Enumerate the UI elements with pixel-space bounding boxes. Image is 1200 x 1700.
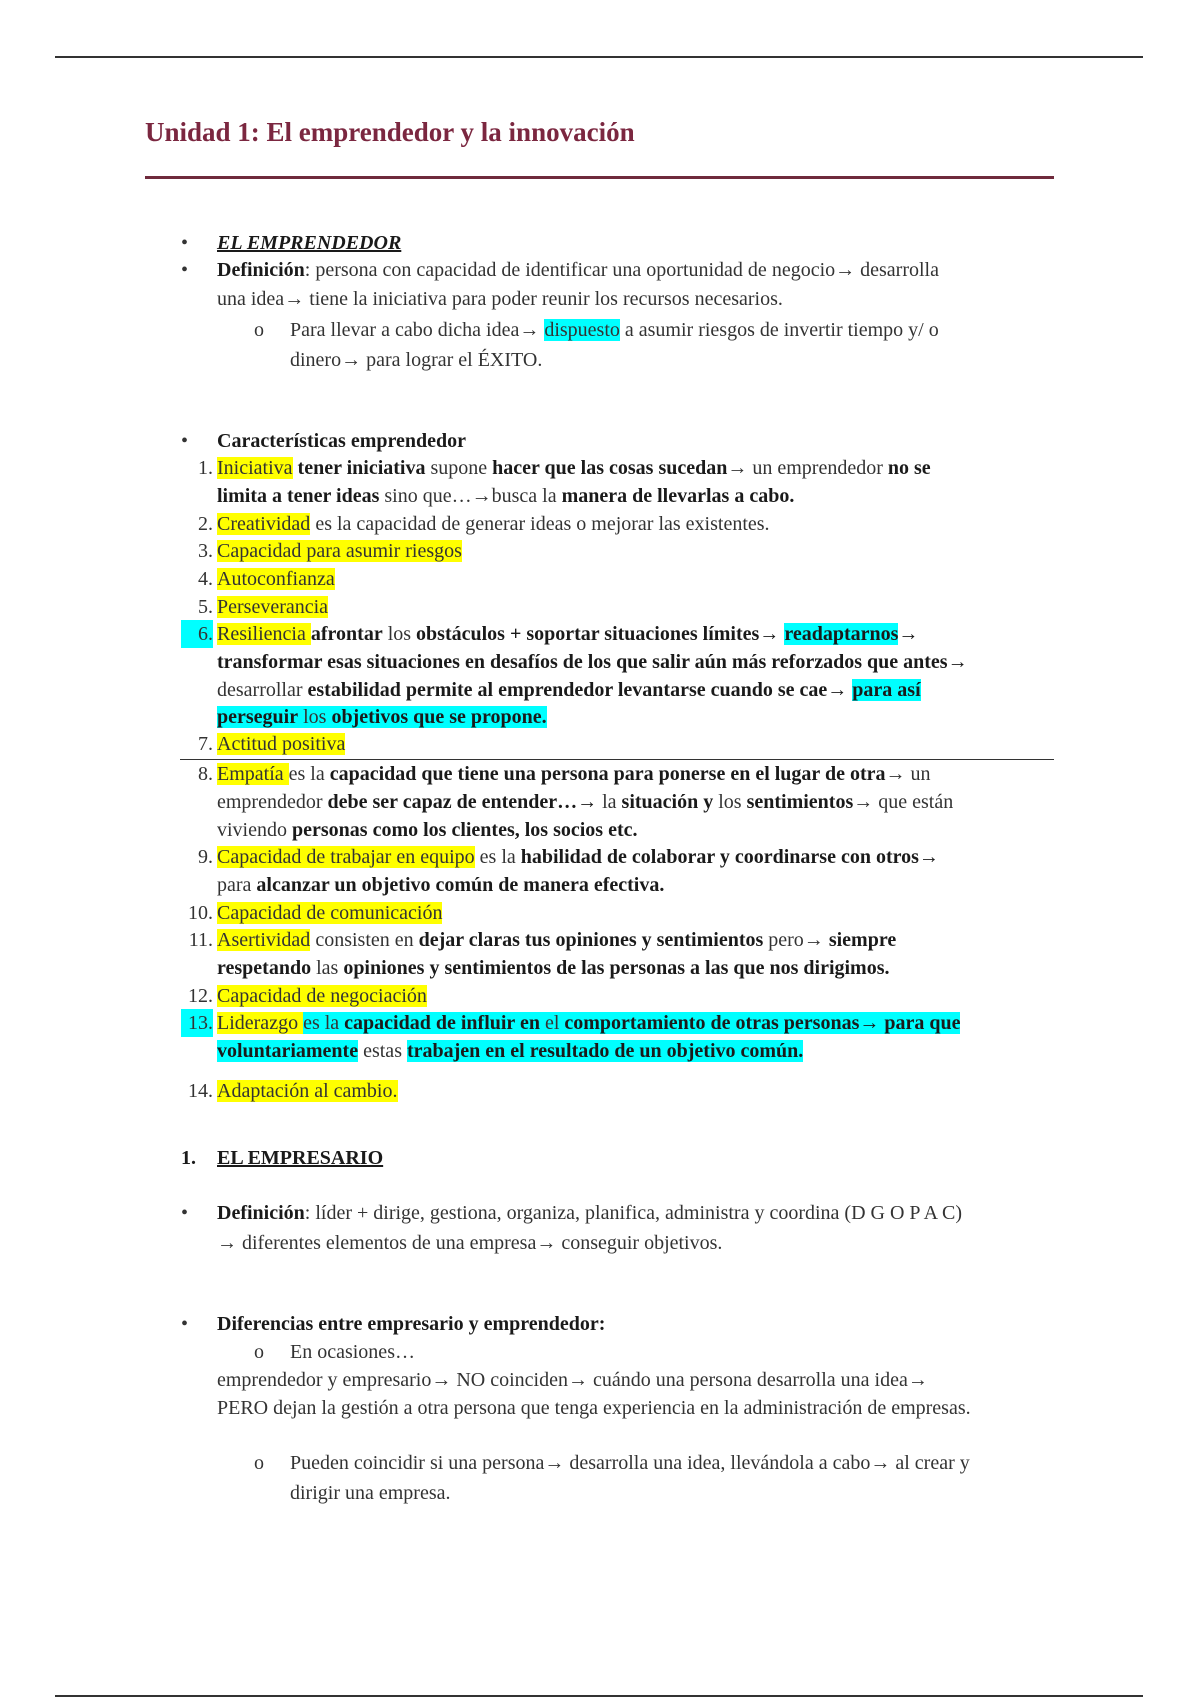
- sub-list-item: o Para llevar a cabo dicha idea→ dispuesto a asumir riesgos de invertir tiempo y/ o: [290, 316, 1130, 344]
- numbered-item: 4. Autoconfianza: [198, 568, 335, 590]
- sub-list-text-line: dinero→ para lograr el ÉXITO.: [290, 349, 543, 371]
- list-item: [181, 229, 1057, 257]
- numbered-item: 9. Capacidad de trabajar en equipo es la habilidad de colaborar y coordinarse con otros→: [198, 846, 939, 868]
- circle-bullet-icon: o: [254, 1452, 264, 1474]
- paragraph-line: emprendedor y empresario→ NO coinciden→ cuándo una persona desarrolla una idea→: [217, 1369, 928, 1391]
- numbered-item: 12. Capacidad de negociación: [188, 985, 427, 1007]
- list-item: [181, 1310, 1057, 1338]
- numbered-item: 13. Liderazgo es la capacidad de influir en el comportamiento de otras personas→ para que: [217, 1009, 1057, 1037]
- numbered-item: 7. Actitud positiva: [198, 733, 346, 755]
- page-title: Unidad 1: El emprendedor y la innovación: [145, 117, 635, 147]
- section-heading: EL EMPRESARIO: [217, 1147, 384, 1169]
- title-underline: [145, 176, 1054, 179]
- numbered-item-line: emprendedor debe ser capaz de entender…→ la situación y los sentimientos→ que están: [217, 791, 954, 813]
- list-item: • Definición: líder + dirige, gestiona, organiza, planifica, administra y coordina (D G O P A C): [217, 1199, 1057, 1227]
- definition-text-line: → diferentes elementos de una empresa→ conseguir objetivos.: [217, 1232, 723, 1254]
- paragraph-line: PERO dejan la gestión a otra persona que tenga experiencia en la administración de empresas.: [217, 1397, 971, 1419]
- sub-list-text-line: dirigir una empresa.: [290, 1482, 451, 1504]
- sub-list-item: o En ocasiones…: [290, 1338, 1130, 1366]
- list-item: [181, 427, 1057, 455]
- bullet-icon: •: [181, 232, 189, 254]
- page-top-rule: [55, 56, 1143, 58]
- numbered-item-line: perseguir los objetivos que se propone.: [217, 706, 547, 728]
- bullet-icon: •: [181, 1313, 189, 1335]
- numbered-item: 1. Iniciativa tener iniciativa supone hacer que las cosas sucedan→ un emprendedor no se: [198, 457, 931, 479]
- numbered-item: 6. Resiliencia afrontar los obstáculos + soportar situaciones límites→ readaptarnos→: [217, 620, 1057, 648]
- page-bottom-rule: [55, 1695, 1143, 1697]
- section-heading: EL EMPRENDEDOR: [217, 232, 402, 254]
- numbered-item-line: respetando las opiniones y sentimientos de las personas a las que nos dirigimos.: [217, 957, 890, 979]
- numbered-item: 14. Adaptación al cambio.: [188, 1080, 398, 1102]
- numbered-item: 1. EL EMPRESARIO: [181, 1147, 384, 1169]
- highlight: dispuesto: [544, 319, 620, 341]
- numbered-item: 8. Empatía es la capacidad que tiene una persona para ponerse en el lugar de otra→ un: [198, 763, 931, 785]
- definition-text: : persona con capacidad de identificar una oportunidad de negocio→ desarrolla: [304, 259, 939, 281]
- circle-bullet-icon: o: [254, 1341, 264, 1363]
- bullet-icon: •: [181, 430, 189, 452]
- section-heading: Características emprendedor: [217, 430, 467, 452]
- definition-label: Definición: [217, 259, 305, 281]
- numbered-item-line: transformar esas situaciones en desafíos de los que salir aún más reforzados que antes→: [217, 651, 968, 673]
- definition-label: Definición: [217, 1202, 305, 1224]
- numbered-item: 10. Capacidad de comunicación: [188, 902, 443, 924]
- numbered-item-line: voluntariamente estas trabajen en el resultado de un objetivo común.: [217, 1040, 804, 1062]
- numbered-item: 2. Creatividad es la capacidad de generar ideas o mejorar las existentes.: [198, 513, 770, 535]
- circle-bullet-icon: o: [254, 319, 264, 341]
- numbered-item: 3. Capacidad para asumir riesgos: [198, 540, 462, 562]
- sub-list-item: o Pueden coincidir si una persona→ desarrolla una idea, llevándola a cabo→ al crear y: [290, 1449, 1130, 1477]
- section-heading: Diferencias entre empresario y emprendedor:: [217, 1313, 606, 1335]
- numbered-item: 11. Asertividad consisten en dejar claras tus opiniones y sentimientos pero→ siempre: [188, 929, 897, 951]
- definition-text-line: una idea→ tiene la iniciativa para poder reunir los recursos necesarios.: [217, 288, 783, 310]
- bullet-icon: •: [181, 1202, 189, 1224]
- bullet-icon: •: [181, 259, 189, 281]
- numbered-item-line: limita a tener ideas sino que…→busca la manera de llevarlas a cabo.: [217, 485, 795, 507]
- list-item: [181, 256, 1057, 284]
- numbered-item-line: viviendo personas como los clientes, los socios etc.: [217, 819, 638, 841]
- numbered-item: 5. Perseverancia: [198, 596, 329, 618]
- numbered-item-line: para alcanzar un objetivo común de manera efectiva.: [217, 874, 665, 896]
- numbered-item-line: desarrollar estabilidad permite al emprendedor levantarse cuando se cae→ para así: [217, 679, 921, 701]
